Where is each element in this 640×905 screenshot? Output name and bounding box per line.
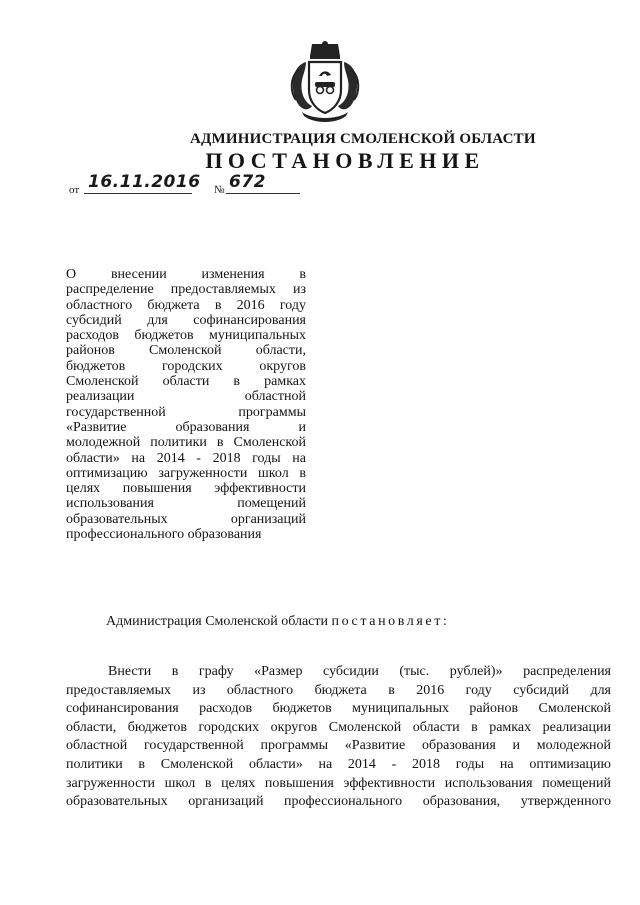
subject-line: районов Смоленской области, [66, 343, 306, 359]
subject-line: образовательных организаций [66, 511, 306, 527]
organization-name: АДМИНИСТРАЦИЯ СМОЛЕНСКОЙ ОБЛАСТИ [190, 131, 536, 147]
body-line: загруженности школ в целях повышения эффективности использования помещений [66, 775, 611, 791]
date-underline [84, 193, 192, 194]
subject-line: оптимизацию загруженности школ в [66, 465, 306, 481]
number-underline [226, 193, 300, 194]
body-line: области, бюджетов городских округов Смоленской области в рамках реализации [66, 719, 611, 735]
number-prefix: № [214, 184, 225, 196]
preamble [106, 614, 449, 630]
subject-line: «Развитие образования и [66, 419, 306, 435]
subject-line: целях повышения эффективности [66, 481, 306, 497]
resolution-body [66, 663, 611, 812]
subject-line: субсидий для софинансирования [66, 312, 306, 328]
document-type-title: ПОСТАНОВЛЕНИЕ [205, 148, 485, 173]
subject-line: использования помещений [66, 496, 306, 512]
subject-line: молодежной политики в Смоленской [66, 435, 306, 451]
preamble-text: Администрация Смоленской области [106, 614, 329, 629]
body-line: политики в Смоленской области» на 2014 - 2018 годы на оптимизацию [66, 756, 611, 772]
body-line: областной государственной программы «Развитие образования и молодежной [66, 738, 611, 754]
subject-line: Смоленской области в рамках [66, 374, 306, 390]
subject-line: расходов бюджетов муниципальных [66, 328, 306, 344]
subject-line: профессионального образования [66, 527, 262, 543]
body-line: предоставляемых из областного бюджета в 2016 году субсидий для [66, 682, 611, 698]
subject-line: О внесении изменения в [66, 267, 306, 282]
date-prefix: от [69, 184, 80, 196]
subject-line: областного бюджета в 2016 году [66, 297, 306, 313]
handwritten-number: 672 [229, 172, 266, 192]
subject-line: бюджетов городских округов [66, 358, 306, 374]
document-subject [66, 267, 306, 542]
subject-line: распределение предоставляемых из [66, 282, 306, 298]
subject-line: реализации областной [66, 389, 306, 405]
body-line: образовательных организаций профессионального образования, утвержденного [66, 794, 611, 810]
body-line: Внести в графу «Размер субсидии (тыс. рублей)» распределения [108, 664, 611, 679]
body-line: софинансирования расходов бюджетов муниципальных районов Смоленской [66, 701, 611, 717]
handwritten-date: 16.11.2016 [88, 172, 201, 192]
subject-line: области» на 2014 - 2018 годы на [66, 450, 306, 466]
subject-line: государственной программы [66, 404, 306, 420]
resolves-word: постановляет: [331, 614, 450, 629]
coat-of-arms-emblem [282, 40, 368, 126]
